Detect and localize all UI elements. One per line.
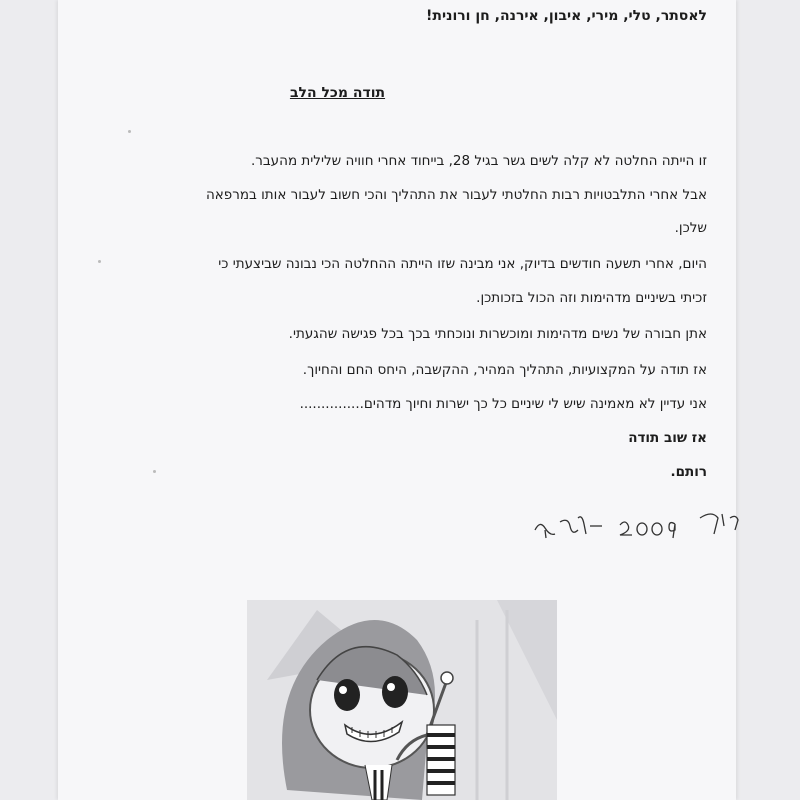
letter-line: אתן חבורה של נשים מדהימות ומוכשרות ונוכחתי בכך בכל פגישה שהגעתי. [288,326,707,342]
letter-line: אבל אחרי התלבטויות רבות החלטתי לעבור את התהליך והכי חשוב לעבור אותו במרפאה [205,187,707,203]
letter-closing: אז שוב תודה [628,430,707,446]
letter-line: אני עדיין לא מאמינה שיש לי שיניים כל כך ישרות וחיוך מדהים............... [299,396,707,412]
letter-title: תודה מכל הלב [289,85,386,101]
cartoon-illustration [247,600,557,800]
letter-line: זכיתי בשיניים מדהימות וזה הכול בזכותכן. [476,290,707,306]
paper-speck [98,260,101,263]
letter-line: אז תודה על המקצועיות, התהליך המהיר, ההקשבה, היחס החם והחיוך. [302,362,707,378]
paper-speck [153,470,156,473]
letter-line: היום, אחרי תשעה חודשים בדיוק, אני מבינה שזו הייתה ההחלטה הכי נבונה שביצעתי כי [218,256,707,272]
letter-greeting: לאסתר, טלי, מירי, איבון, אירנה, חן ורונית! [426,8,707,24]
letter-line: זו הייתה החלטה לא קלה לשים גשר בגיל 28, בייחוד אחרי חוויה שלילית מהעבר. [250,153,707,169]
paper-speck [128,130,131,133]
cartoon-girl-image [247,600,557,800]
letter-signature-name: רותם. [670,464,707,480]
handwritten-date-signature [530,500,745,550]
letter-line: שלכן. [674,220,707,236]
